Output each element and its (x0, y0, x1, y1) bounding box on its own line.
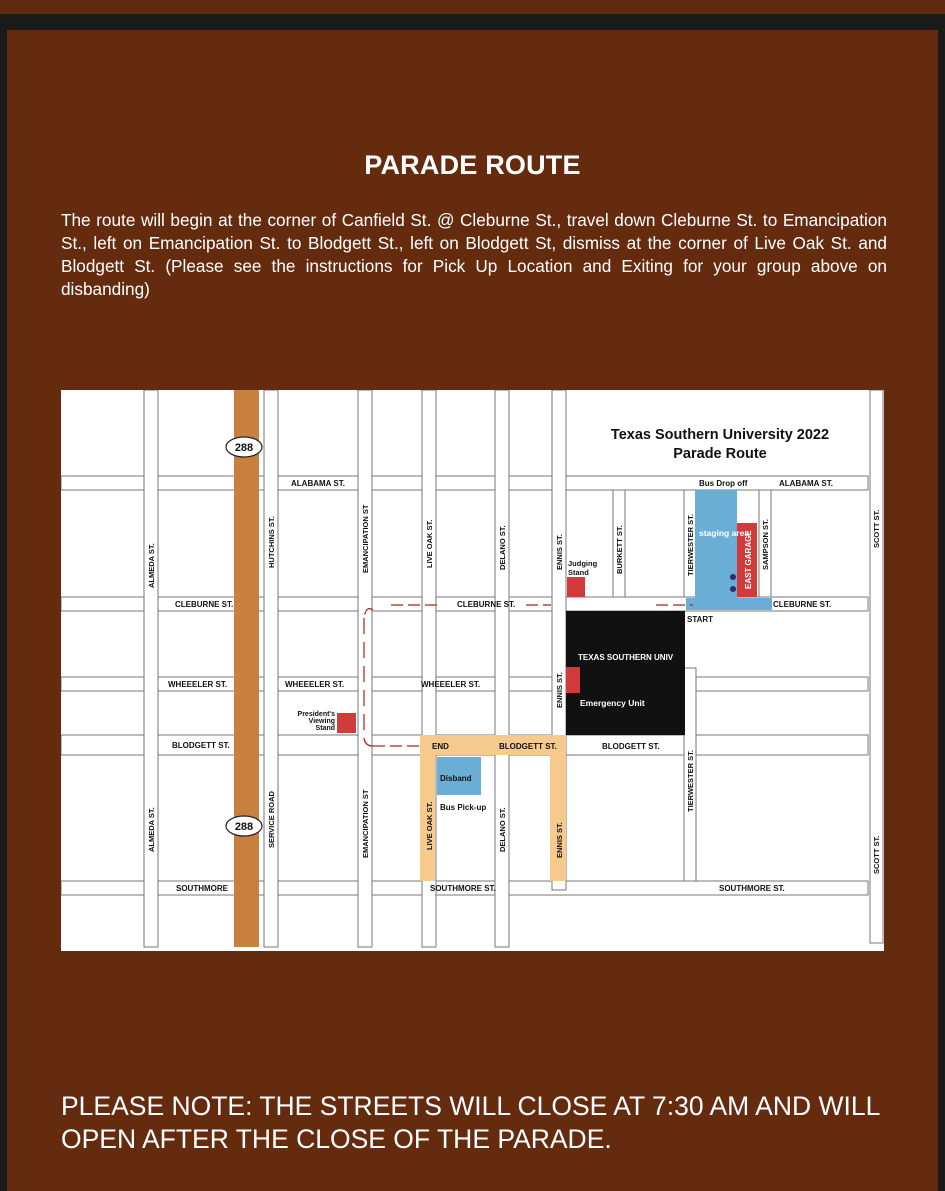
highway-288-shield-top (226, 437, 262, 457)
label-tierwester-bottom: TIERWESTER ST. (686, 750, 695, 812)
label-delano-top: DELANO ST. (498, 525, 507, 570)
label-bus-pickup: Bus Pick-up (440, 803, 487, 812)
label-service-road: SERVICE ROAD (267, 791, 276, 848)
label-southmore-mid: SOUTHMORE ST. (430, 884, 496, 893)
cleburne-staging-strip (686, 598, 772, 610)
label-tsu-campus: TEXAS SOUTHERN UNIV (578, 653, 674, 662)
street-closure-note: PLEASE NOTE: THE STREETS WILL CLOSE AT 7:30 AM AND WILL OPEN AFTER THE CLOSE OF THE PARADE. (61, 1091, 880, 1154)
label-southmore-right: SOUTHMORE ST. (719, 884, 785, 893)
label-live-oak-bottom: LIVE OAK ST. (425, 801, 434, 850)
label-presidents-2: Viewing (308, 718, 335, 725)
label-scott-bottom: SCOTT ST. (872, 835, 881, 874)
label-tierwester-top: TIERWESTER ST. (686, 514, 695, 576)
label-end: END (432, 742, 449, 751)
map-title-line-1: Texas Southern University 2022 (610, 427, 830, 443)
page-title: PARADE ROUTE (364, 150, 581, 180)
top-bar (0, 0, 945, 14)
label-emancipation-bottom: EMANCIPATION ST (361, 789, 370, 858)
label-blodgett-left: BLODGETT ST. (172, 741, 230, 750)
label-blodgett-right: BLODGETT ST. (602, 742, 660, 751)
highway-288-shield-bottom (226, 816, 262, 836)
label-judging-stand-1: Judging (568, 559, 598, 568)
staging-area (695, 490, 737, 599)
label-delano-bottom: DELANO ST. (498, 807, 507, 852)
label-cleburne-left: CLEBURNE ST. (175, 600, 234, 609)
tsu-campus (566, 611, 685, 735)
staging-marker-1 (730, 574, 736, 580)
label-blodgett-mid: BLODGETT ST. (499, 742, 557, 751)
judging-stand (567, 577, 585, 597)
label-presidents-3: Stand (315, 725, 335, 732)
label-bus-drop-off: Bus Drop off (699, 479, 748, 488)
label-scott-top: SCOTT ST. (872, 509, 881, 548)
label-sampson: SAMPSON ST. (761, 519, 770, 570)
label-almeda-top: ALMEDA ST. (147, 543, 156, 588)
label-live-oak-top: LIVE OAK ST. (425, 519, 434, 568)
label-judging-stand-2: Stand (568, 568, 589, 577)
map-title-line-2: Parade Route (673, 446, 767, 462)
label-alabama-right: ALABAMA ST. (779, 479, 833, 488)
svg-text:288: 288 (234, 821, 254, 833)
label-wheeler-mid: WHEEELER ST. (285, 680, 345, 689)
label-start: START (687, 615, 714, 624)
label-cleburne-mid: CLEBURNE ST. (457, 600, 516, 609)
almeda-street (144, 390, 158, 947)
label-alabama-left: ALABAMA ST. (291, 479, 345, 488)
label-burkett: BURKETT ST. (615, 525, 624, 574)
label-east-garage: EAST GARAGE (744, 530, 753, 589)
label-emancipation-top: EMANCIPATION ST (361, 504, 370, 573)
emergency-unit-marker (566, 667, 580, 693)
label-disband: Disband (440, 774, 472, 783)
label-almeda-bottom: ALMEDA ST. (147, 807, 156, 852)
highway-288 (234, 390, 259, 947)
label-wheeler-left: WHEEELER ST. (168, 680, 228, 689)
presidents-viewing-stand (337, 713, 356, 733)
label-cleburne-right: CLEBURNE ST. (773, 600, 832, 609)
label-ennis-top: ENNIS ST. (555, 534, 564, 570)
label-presidents-1: President's (297, 711, 335, 718)
label-southmore-left: SOUTHMORE (176, 884, 228, 893)
label-emergency-unit: Emergency Unit (580, 698, 645, 708)
label-hutchins: HUTCHINS ST. (267, 516, 276, 568)
hutchins-service-road (264, 390, 278, 947)
label-wheeler-right: WHEEELER ST. (421, 680, 481, 689)
parade-route-map (61, 390, 884, 951)
route-description: The route will begin at the corner of Canfield St. @ Cleburne St., travel down Cleburne St. to Emancipation St., left on Emancipation St. to Blodgett St., left on Blodgett St, dismiss at the corner of Live Oak St. and Blodgett St. (Please see the instructions for Pick Up Location and Exiting for your group above on disbanding) (61, 210, 887, 299)
emancipation-street (358, 390, 372, 947)
label-staging-area: staging area (699, 528, 750, 538)
label-ennis-bottom: ENNIS ST. (555, 822, 564, 858)
delano-street (495, 390, 509, 947)
label-ennis-mid: ENNIS ST. (555, 672, 564, 708)
svg-text:288: 288 (234, 442, 254, 454)
staging-marker-2 (730, 586, 736, 592)
